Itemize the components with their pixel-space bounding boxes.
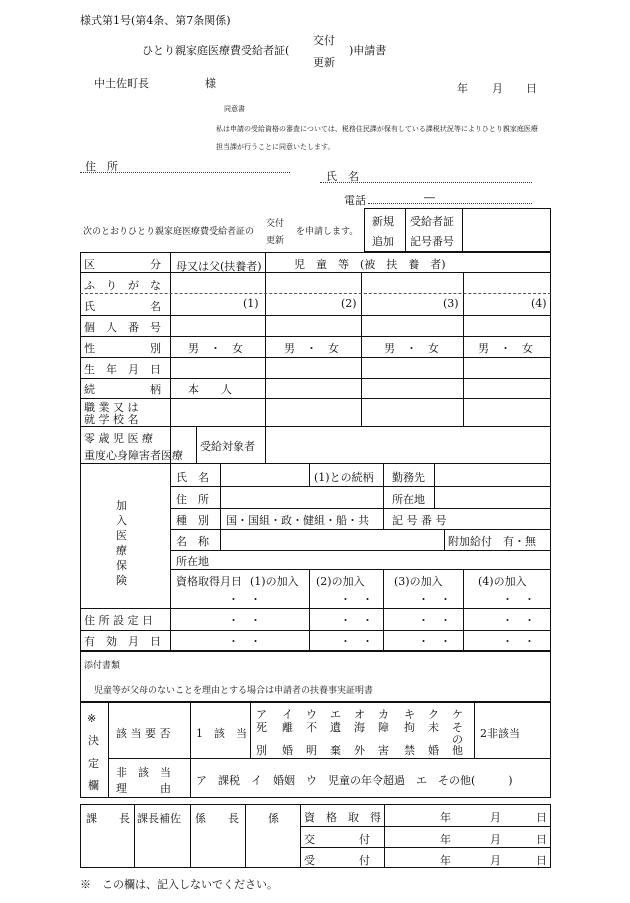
stamp-y1: 年 bbox=[440, 811, 451, 824]
stamp-y3: 年 bbox=[440, 854, 451, 867]
num-3: (3) bbox=[443, 297, 459, 310]
valid-dots-3: ・ ・ bbox=[418, 635, 451, 648]
sex-label: 性 別 bbox=[84, 342, 161, 355]
acq-4: (4)の加入 bbox=[478, 575, 527, 588]
phone-dash: ― bbox=[424, 191, 435, 204]
consent-line-1: 私は申請の受給資格の審査については、税務住民課が保有している課税状況等によりひとり親家庭医療 bbox=[216, 125, 538, 133]
stamp-shikaku: 資 格 取 得 bbox=[304, 811, 381, 824]
addr-dots-3: ・ ・ bbox=[418, 614, 451, 627]
name-label-row: 氏 名 bbox=[84, 300, 161, 313]
num-4: (4) bbox=[531, 297, 547, 310]
decision-label-3: 欄 bbox=[88, 779, 99, 792]
addr-dots-2: ・ ・ bbox=[340, 614, 373, 627]
reason-kin: 禁 bbox=[404, 744, 415, 757]
ins-addr: 住 所 bbox=[176, 493, 209, 506]
reason-sho: 障 bbox=[378, 721, 389, 734]
acq-1: (1)の加入 bbox=[250, 575, 299, 588]
ins-symbol: 記 号 番 号 bbox=[392, 514, 447, 527]
stamp-d2: 日 bbox=[536, 833, 547, 846]
mynumber-label: 個 人 番 号 bbox=[84, 321, 161, 334]
addressee: 中土佐町長 bbox=[94, 77, 149, 90]
box-cert: 受給者証 bbox=[410, 215, 454, 228]
furigana-label: ふ り が な bbox=[84, 279, 161, 292]
request-text: 次のとおりひとり親家庭医療費受給者証の bbox=[83, 227, 255, 237]
num-2: (2) bbox=[341, 297, 357, 310]
title-post: )申請書 bbox=[349, 44, 387, 57]
addr-date-label: 住 所 設 定 日 bbox=[84, 614, 153, 627]
stamp-m2: 月 bbox=[490, 833, 501, 846]
decision-label-1: 決 bbox=[88, 734, 99, 747]
parent-col-header: 母又は父(扶養者) bbox=[176, 260, 262, 273]
title-option-renew: 更新 bbox=[313, 56, 335, 69]
name-label: 氏 名 bbox=[326, 170, 359, 183]
reason-kon2: 婚 bbox=[428, 744, 439, 757]
recipient-label: 受給対象者 bbox=[200, 440, 255, 453]
reason-label-2: 理 由 bbox=[116, 782, 171, 795]
box-num: 記号番号 bbox=[410, 235, 454, 248]
sex-child-2: 男 ・ 女 bbox=[384, 342, 439, 355]
sex-child-1: 男 ・ 女 bbox=[284, 342, 339, 355]
reason-no: の bbox=[452, 733, 463, 746]
valid-dots-2: ・ ・ bbox=[340, 635, 373, 648]
stamp-kakaricho: 係 長 bbox=[195, 812, 239, 825]
acq-2: (2)の加入 bbox=[316, 575, 365, 588]
title-pre: ひとり親家庭医療費受給者証( bbox=[142, 44, 290, 57]
title-option-issue: 交付 bbox=[313, 34, 335, 47]
address-label: 住 所 bbox=[85, 160, 118, 173]
sex-parent: 男 ・ 女 bbox=[188, 342, 243, 355]
stamp-d1: 日 bbox=[536, 811, 547, 824]
ins-types: 国・国組・政・健組・船・共 bbox=[226, 514, 369, 527]
valid-dots-1: ・ ・ bbox=[228, 635, 261, 648]
form-title bbox=[142, 42, 289, 58]
footer-note: ※ この欄は、記入しないでください。 bbox=[80, 878, 278, 891]
reason-i: 遺 bbox=[330, 721, 341, 734]
request-text-post: を申請します。 bbox=[296, 227, 359, 237]
reason-ta: 他 bbox=[452, 744, 463, 757]
job-label-1: 職 業 又 は bbox=[84, 401, 139, 414]
consent-line-2: 担当課が行うことに同意いたします。 bbox=[216, 143, 335, 151]
stamp-kakari: 係 bbox=[268, 812, 279, 825]
phone-label: 電話 bbox=[344, 194, 366, 207]
acq-dots-2: ・ ・ bbox=[340, 593, 373, 606]
ins-label-2: 入 bbox=[116, 514, 127, 527]
date-day: 日 bbox=[526, 82, 537, 95]
ins-meisho: 名 称 bbox=[176, 535, 209, 548]
stamp-kofu: 交 付 bbox=[304, 833, 370, 846]
reason-gai: 外 bbox=[354, 744, 365, 757]
address-line bbox=[80, 172, 290, 173]
decision-mark: ※ bbox=[87, 712, 97, 725]
sex-child-3: 男 ・ 女 bbox=[478, 342, 533, 355]
request-option-issue: 交付 bbox=[266, 219, 285, 229]
kana-o: オ bbox=[354, 708, 365, 721]
ins-label-1: 加 bbox=[116, 499, 127, 512]
num-1: (1) bbox=[243, 297, 259, 310]
kana-e: エ bbox=[330, 708, 341, 721]
kana-ka: カ bbox=[378, 708, 389, 721]
zero-label-2: 重度心身障害者医療 bbox=[84, 449, 183, 462]
kana-ki: キ bbox=[404, 708, 415, 721]
reason-ko: 拘 bbox=[404, 721, 415, 734]
reason-options: ア 課税 イ 婚姻 ウ 児童の年令超過 エ その他( ) bbox=[196, 774, 513, 787]
ins-type: 種 別 bbox=[176, 514, 209, 527]
reason-ri: 離 bbox=[282, 721, 293, 734]
reason-mi: 未 bbox=[428, 721, 439, 734]
relation-label: 続 柄 bbox=[84, 383, 161, 396]
consent-heading: 同意書 bbox=[224, 105, 245, 113]
decision-label-2: 定 bbox=[88, 757, 99, 770]
ins-shozai: 所在地 bbox=[176, 555, 209, 568]
date-year: 年 bbox=[457, 82, 468, 95]
reason-shi: 死 bbox=[256, 721, 267, 734]
acq-label: 資格取得月日 bbox=[176, 575, 242, 588]
ins-label-3: 医 bbox=[116, 529, 127, 542]
reason-kai: 海 bbox=[354, 721, 365, 734]
reason-ki2: 棄 bbox=[330, 744, 341, 757]
gaito-label: 該 当 要 否 bbox=[116, 727, 171, 740]
job-label-2: 就 学 校 名 bbox=[84, 413, 139, 426]
kana-ku: ク bbox=[428, 708, 439, 721]
acq-dots-1: ・ ・ bbox=[228, 593, 261, 606]
kana-i: イ bbox=[282, 708, 293, 721]
box-new: 新規 bbox=[372, 215, 394, 228]
kubun-label: 区 分 bbox=[84, 258, 161, 271]
reason-gai2: 害 bbox=[378, 744, 389, 757]
reason-mei: 明 bbox=[306, 744, 317, 757]
addr-dots-4: ・ ・ bbox=[502, 614, 535, 627]
attach-label: 添付書類 bbox=[84, 661, 121, 671]
request-option-renew: 更新 bbox=[266, 236, 285, 246]
stamp-uke: 受 付 bbox=[304, 854, 370, 867]
date-month: 月 bbox=[492, 82, 503, 95]
acq-dots-4: ・ ・ bbox=[502, 593, 535, 606]
valid-date-label: 有 効 月 日 bbox=[84, 635, 161, 648]
ins-rel: (1)との続柄 bbox=[314, 471, 374, 484]
stamp-hosa: 課長補佐 bbox=[137, 812, 181, 825]
acq-3: (3)の加入 bbox=[394, 575, 443, 588]
ins-name: 氏 名 bbox=[176, 471, 209, 484]
addr-dots-1: ・ ・ bbox=[228, 614, 261, 627]
stamp-d3: 日 bbox=[536, 854, 547, 867]
stamp-m3: 月 bbox=[490, 854, 501, 867]
ins-label-6: 険 bbox=[116, 574, 127, 587]
box-add: 追加 bbox=[372, 235, 394, 248]
self-value: 本 人 bbox=[188, 383, 232, 396]
phone-line bbox=[368, 203, 532, 204]
stamp-kacho: 課 長 bbox=[86, 812, 130, 825]
ins-work: 勤務先 bbox=[392, 471, 425, 484]
honorific: 様 bbox=[205, 77, 216, 90]
ins-fuka: 附加給付 有・無 bbox=[448, 535, 536, 548]
ins-label-4: 療 bbox=[116, 544, 127, 557]
acq-dots-3: ・ ・ bbox=[418, 593, 451, 606]
hi-gaito: 2非該当 bbox=[480, 727, 520, 740]
zero-label-1: 零 歳 児 医 療 bbox=[84, 432, 153, 445]
reason-label-1: 非 該 当 bbox=[116, 766, 171, 779]
kana-u: ウ bbox=[306, 708, 317, 721]
gaito-1: 1 該 当 bbox=[196, 727, 247, 740]
birth-label: 生 年 月 日 bbox=[84, 363, 161, 376]
kana-ke: ケ bbox=[452, 708, 463, 721]
attach-text: 児童等が父母のないことを理由とする場合は申請者の扶養事実証明書 bbox=[94, 686, 374, 696]
valid-dots-4: ・ ・ bbox=[502, 635, 535, 648]
ins-label-5: 保 bbox=[116, 559, 127, 572]
reason-betsu: 別 bbox=[256, 744, 267, 757]
form-number: 様式第1号(第4条、第7条関係) bbox=[80, 14, 231, 27]
reason-kon: 婚 bbox=[282, 744, 293, 757]
stamp-y2: 年 bbox=[440, 833, 451, 846]
stamp-m1: 月 bbox=[490, 811, 501, 824]
ins-loc: 所在地 bbox=[392, 493, 425, 506]
kana-a: ア bbox=[256, 708, 267, 721]
child-col-header: 児 童 等 (被 扶 養 者) bbox=[294, 258, 446, 271]
reason-so: そ bbox=[452, 721, 463, 734]
reason-fu: 不 bbox=[306, 721, 317, 734]
name-line bbox=[320, 182, 532, 183]
